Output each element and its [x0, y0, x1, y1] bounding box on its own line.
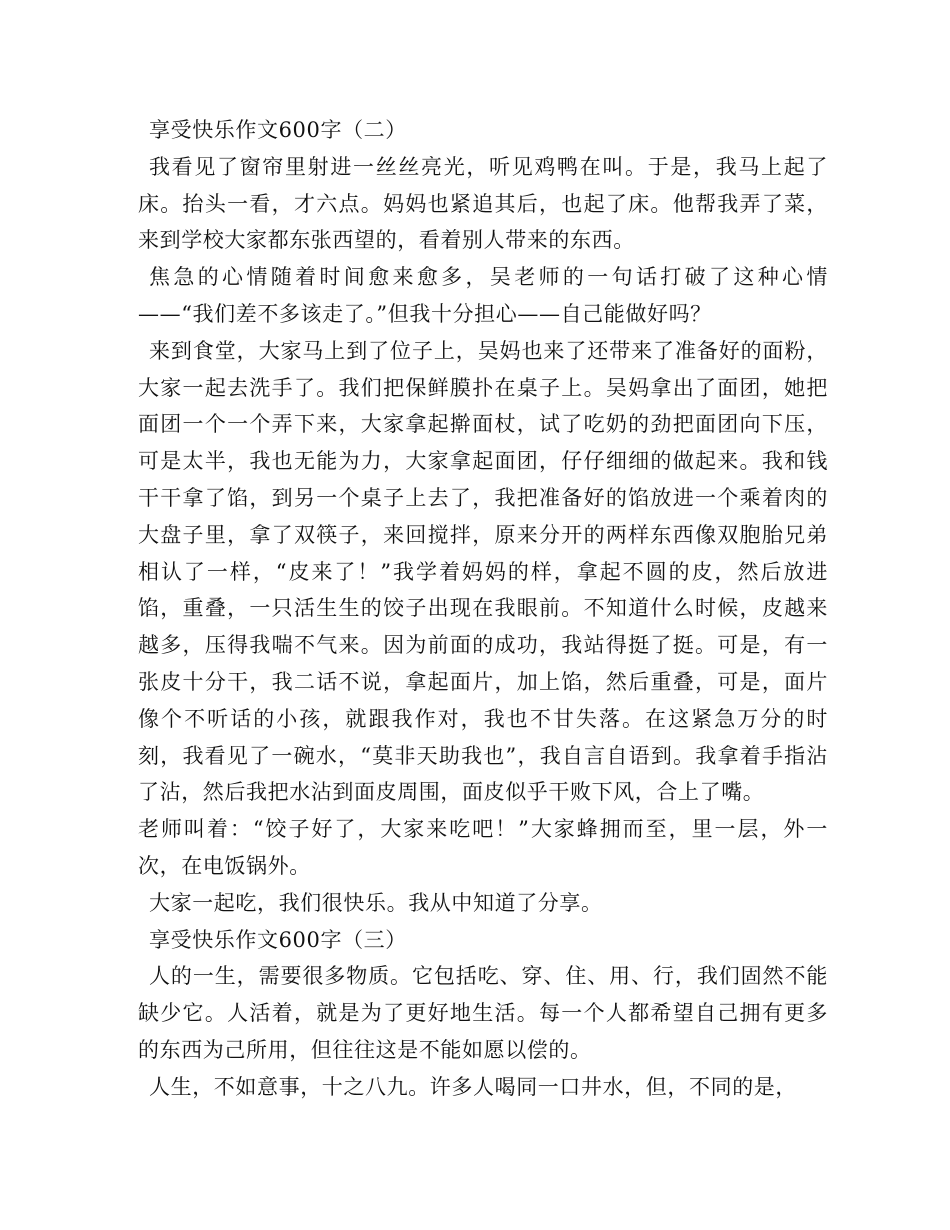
paragraph: 大家一起吃，我们很快乐。我从中知道了分享。 — [149, 890, 603, 915]
paragraph: 来到食堂，大家马上到了位子上，吴妈也来了还带来了准备好的面粉，大家一起去洗手了。我们把保鲜膜扑在桌子上。吴妈拿出了面团，她把面团一个一个弄下来，大家拿起擀面杖，试了吃奶的劲把面团向下压，可是太半，我也无能为力，大家拿起面团，仔仔细细的做起来。我和钱干干拿了馅，到另一个桌子上去了，我把准备好的馅放进一个乘着肉的大盘子里，拿了双筷子，来回搅拌，原来分开的两样东西像双胞胎兄弟相认了一样，“皮来了！”我学着妈妈的样，拿起不圆的皮，然后放进馅，重叠，一只活生生的饺子出现在我眼前。不知道什么时候，皮越来越多，压得我喘不气来。因为前面的成功，我站得挺了挺。可是，有一张皮十分干，我二话不说，拿起面片，加上馅，然后重叠，可是，面片像个不听话的小孩，就跟我作对，我也不甘失落。在这紧急万分的时刻，我看见了一碗水，“莫非天助我也”，我自言自语到。我拿着手指沾了沾，然后我把水沾到面皮周围，面皮似乎干败下风，合上了嘴。 — [138, 338, 828, 805]
paragraph: 人生，不如意事，十之八九。许多人喝同一口井水，但，不同的是， — [149, 1074, 797, 1099]
paragraph: 老师叫着：“饺子好了，大家来吃吧！”大家蜂拥而至，里一层，外一次，在电饭锅外。 — [138, 817, 828, 878]
paragraph: 焦急的心情随着时间愈来愈多，吴老师的一句话打破了这种心情——“我们差不多该走了。”但我十分担心——自己能做好吗？ — [138, 265, 828, 326]
section-heading-2: 享受快乐作文600字（二） — [149, 118, 407, 142]
document-page — [138, 112, 828, 1106]
paragraph: 人的一生，需要很多物质。它包括吃、穿、住、用、行，我们固然不能缺少它。人活着，就是为了更好地生活。每一个人都希望自己拥有更多的东西为己所用，但往往这是不能如愿以偿的。 — [138, 964, 828, 1062]
section-heading-3: 享受快乐作文600字（三） — [149, 927, 407, 952]
paragraph: 我看见了窗帘里射进一丝丝亮光，听见鸡鸭在叫。于是，我马上起了床。抬头一看，才六点。妈妈也紧追其后，也起了床。他帮我弄了菜，来到学校大家都东张西望的，看着别人带来的东西。 — [138, 154, 828, 253]
